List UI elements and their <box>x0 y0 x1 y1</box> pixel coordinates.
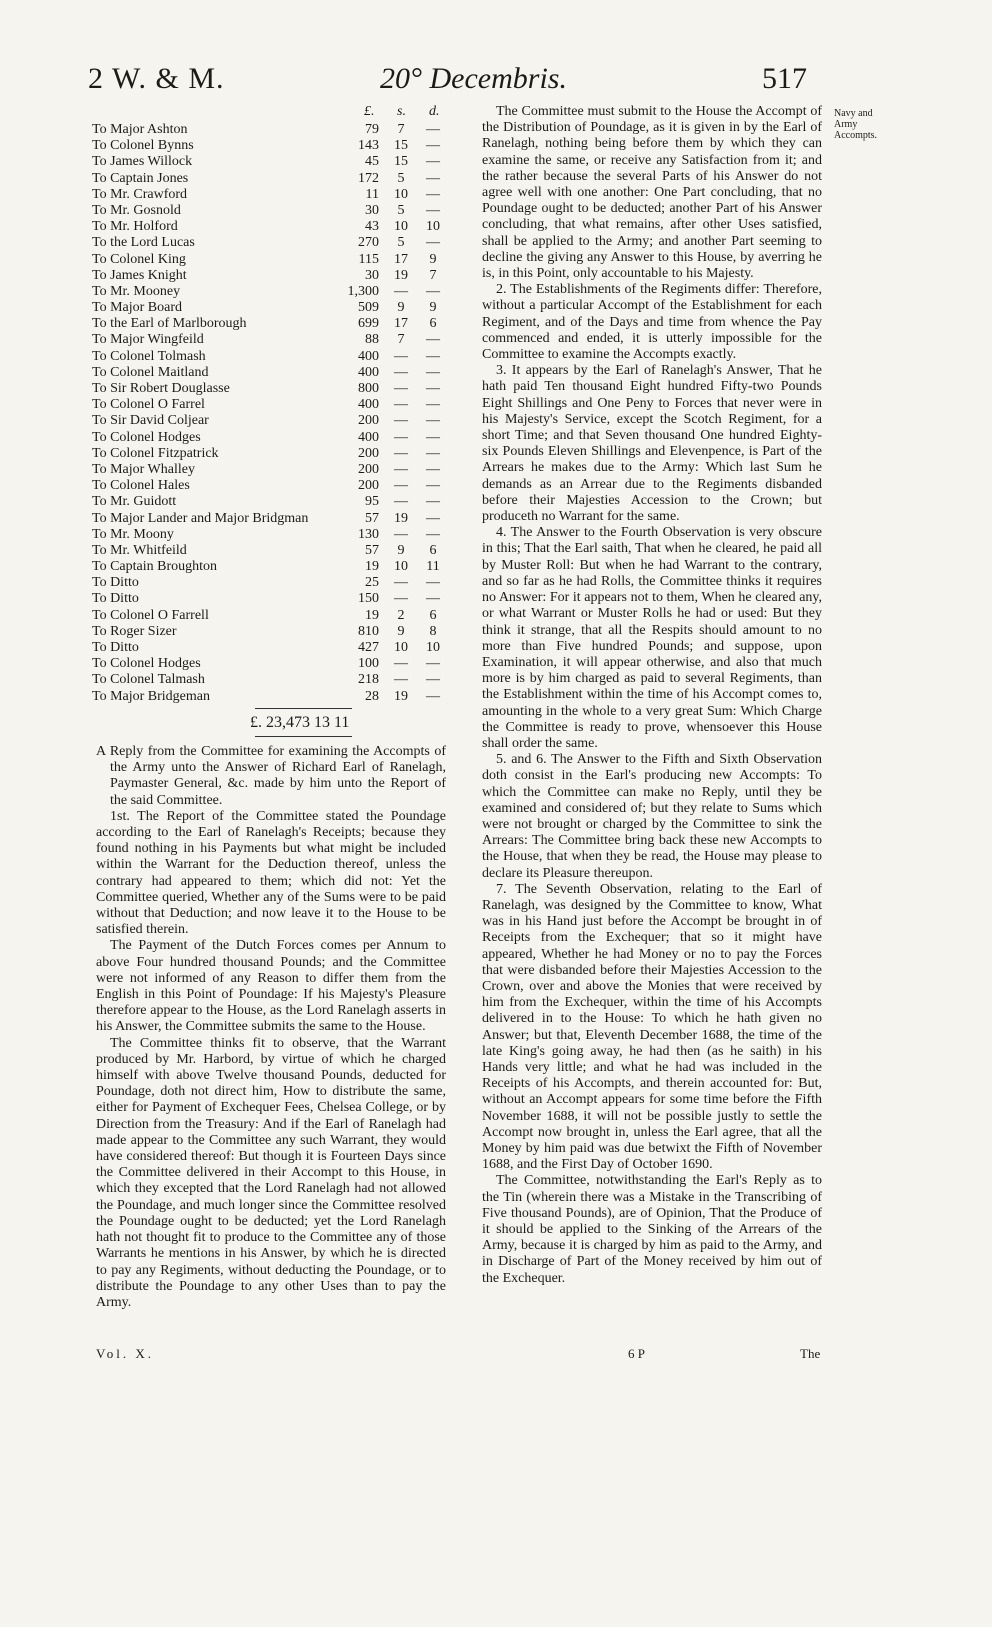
pounds-amount: 800 <box>358 381 379 396</box>
shillings-amount: 5 <box>397 235 405 251</box>
pence-amount: 10 <box>426 219 440 235</box>
paragraph-first-observation: 1st. The Report of the Committee stated the Poundage according to the Earl of Ranelagh's Receipts; because they found nothing in his Payments but what might be included within the Warrant for the Deduction thereof, unless the contrary had appeared to them; which did not: Yet the Committee queried, Whether any of the Sums were to be paid without that Deduction; and now leave it to the House to be satisfied therein. <box>96 808 446 938</box>
ledger-row <box>92 381 452 397</box>
pounds-amount: 200 <box>358 461 379 477</box>
ledger-row <box>92 608 452 624</box>
payee-name: To Mr. Whitfeild <box>92 542 187 558</box>
left-text-column <box>96 744 446 1311</box>
paragraph-dutch-forces: The Payment of the Dutch Forces comes per Annum to above Four hundred thousand Pounds; and the Committee were not informed of any Reason to differ them from the English in this Point of Poundage: If his Majesty's Pleasure therefore appear to the House, as the Lord Ranelagh asserts in his Answer, the Committee submits the same to the House. <box>96 938 446 1035</box>
ledger-row <box>92 252 452 268</box>
shillings-amount: — <box>394 672 408 688</box>
ledger-row <box>92 219 452 235</box>
pounds-amount: 79 <box>365 122 379 137</box>
paragraph-second-observation: 2. The Establishments of the Regiments differ: Therefore, without a particular Accompt of the Establishment for each Regiment, and of the Days and time from whence the Pay commenced and ended, it is utterly impossible for the Committee to examine the Accompts exactly. <box>482 282 822 363</box>
pounds-amount: 200 <box>358 445 379 461</box>
pence-amount: — <box>426 170 440 186</box>
shillings-amount: — <box>394 381 408 396</box>
shillings-amount: 10 <box>394 219 408 235</box>
ledger-row <box>92 446 452 462</box>
shillings-amount: — <box>394 397 408 413</box>
paragraph-tin: The Committee, notwithstanding the Earl's Reply as to the Tin (wherein there was a Mistake in the Transcribing of Five thousand Pounds), are of Opinion, That the Produce of it should be applied to the Sinking of the Arrears of the Army, because it is charged by him as paid to the Army, and in Discharge of Part of the Money received by him out of the Exchequer. <box>482 1173 822 1286</box>
shillings-amount: 17 <box>394 316 408 332</box>
payee-name: To Major Ashton <box>92 122 188 137</box>
payee-name: To Colonel King <box>92 251 186 267</box>
shillings-amount: 19 <box>394 688 408 704</box>
payment-ledger <box>92 104 452 705</box>
pounds-amount: 30 <box>365 267 379 283</box>
shillings-amount: — <box>394 526 408 542</box>
reply-heading: A Reply from the Committee for examining the Accompts of the Army unto the Answer of Richard Earl of Ranelagh, Paymaster General, &c. made by him unto the Report of the said Committee. <box>96 744 446 808</box>
ledger-row <box>92 268 452 284</box>
ledger-row <box>92 559 452 575</box>
pounds-amount: 100 <box>358 656 379 672</box>
ledger-total: £. 23,473 13 11 <box>250 714 350 731</box>
pence-amount: — <box>426 122 440 137</box>
ledger-row <box>92 171 452 187</box>
ledger-row <box>92 640 452 656</box>
pence-amount: 10 <box>426 640 440 655</box>
pounds-amount: 43 <box>365 219 379 235</box>
running-head-date: 20° Decembris. <box>380 62 567 95</box>
total-rule-bottom <box>255 736 352 737</box>
payee-name: To Sir Robert Douglasse <box>92 381 230 396</box>
ledger-row <box>92 122 452 138</box>
pounds-heading: £. <box>364 104 375 119</box>
ledger-row <box>92 656 452 672</box>
payee-name: To Ditto <box>92 640 139 655</box>
pounds-amount: 143 <box>358 138 379 154</box>
shillings-amount: — <box>394 413 408 429</box>
pence-amount: — <box>426 688 440 704</box>
catchword: The <box>800 1346 821 1361</box>
pence-amount: — <box>426 381 440 396</box>
ledger-row <box>92 332 452 348</box>
payee-name: To Mr. Gosnold <box>92 202 181 218</box>
ledger-row <box>92 527 452 543</box>
ledger-row <box>92 575 452 591</box>
pounds-amount: 427 <box>358 640 379 655</box>
running-head-left: 2 W. & M. <box>88 62 225 95</box>
shillings-amount: — <box>394 445 408 461</box>
pounds-amount: 28 <box>365 688 379 704</box>
shillings-amount: 9 <box>397 623 405 639</box>
pence-amount: — <box>426 575 440 591</box>
pence-amount: 6 <box>429 316 437 332</box>
payee-name: To Colonel O Farrell <box>92 607 209 623</box>
payee-name: To Major Wingfeild <box>92 332 204 348</box>
pence-amount: — <box>426 154 440 170</box>
pounds-amount: 200 <box>358 413 379 429</box>
pounds-amount: 218 <box>358 672 379 688</box>
ledger-rows <box>92 122 452 705</box>
ledger-row <box>92 413 452 429</box>
right-text-column <box>482 104 822 1287</box>
ledger-row <box>92 300 452 316</box>
paragraph-distribution: The Committee must submit to the House the Accompt of the Distribution of Poundage, as it is given in by the Earl of Ranelagh, nothing being before them by which they can examine the same, or receive any Satisfaction from it; and the rather because the several Parts of his Answer do not agree well with one another: One Part concluding, that no Poundage ought to be deducted; another Part of his Answer concluding, that what remains, after other Uses satisfied, shall be applied to the Army; and another Part seeming to decline the giving any Answer to this House, by averring he is, in this Point, only accountable to his Majesty. <box>482 104 822 282</box>
pence-amount: — <box>426 138 440 154</box>
ledger-row <box>92 462 452 478</box>
pounds-amount: 1,300 <box>347 283 379 299</box>
pounds-amount: 11 <box>365 186 379 202</box>
payee-name: To Mr. Moony <box>92 526 174 542</box>
shillings-amount: 19 <box>394 267 408 283</box>
pence-amount: 11 <box>426 559 440 575</box>
payee-name: To Colonel O Farrel <box>92 397 205 413</box>
shillings-amount: 15 <box>394 138 408 154</box>
total-rule-top <box>255 708 352 709</box>
pence-amount: — <box>426 510 440 526</box>
ledger-row <box>92 397 452 413</box>
pence-amount: — <box>426 672 440 688</box>
payee-name: To James Knight <box>92 267 187 283</box>
pounds-amount: 19 <box>365 559 379 575</box>
shillings-amount: — <box>394 591 408 607</box>
pounds-amount: 400 <box>358 429 379 445</box>
pence-amount: — <box>426 461 440 477</box>
pence-amount: — <box>426 494 440 510</box>
payee-name: To Colonel Fitzpatrick <box>92 445 219 461</box>
pence-amount: 9 <box>429 251 437 267</box>
shillings-amount: 10 <box>394 186 408 202</box>
ledger-row <box>92 138 452 154</box>
page-number: 517 <box>762 62 807 95</box>
shillings-amount: — <box>394 656 408 672</box>
payee-name: To the Lord Lucas <box>92 235 195 251</box>
ledger-row <box>92 591 452 607</box>
payee-name: To Major Bridgeman <box>92 688 210 704</box>
shillings-amount: — <box>394 575 408 591</box>
payee-name: To the Earl of Marlborough <box>92 316 247 332</box>
pounds-amount: 115 <box>358 251 379 267</box>
shillings-amount: 5 <box>397 170 405 186</box>
pounds-amount: 400 <box>358 348 379 364</box>
payee-name: To Major Lander and Major Bridgman <box>92 510 309 526</box>
shillings-amount: — <box>394 461 408 477</box>
pounds-amount: 45 <box>365 154 379 170</box>
ledger-row <box>92 689 452 705</box>
ledger-row <box>92 316 452 332</box>
pounds-amount: 699 <box>358 316 379 332</box>
signature-mark: 6 P <box>628 1346 645 1361</box>
pounds-amount: 509 <box>358 300 379 316</box>
payee-name: To Colonel Bynns <box>92 138 194 154</box>
ledger-row <box>92 284 452 300</box>
payee-name: To Ditto <box>92 575 139 591</box>
pounds-amount: 400 <box>358 397 379 413</box>
shillings-amount: 7 <box>397 332 405 348</box>
payee-name: To Major Whalley <box>92 461 195 477</box>
shillings-amount: 5 <box>397 202 405 218</box>
pence-amount: — <box>426 283 440 299</box>
pounds-amount: 130 <box>358 526 379 542</box>
payee-name: To James Willock <box>92 154 193 170</box>
pounds-amount: 88 <box>365 332 379 348</box>
pence-amount: — <box>426 526 440 542</box>
payee-name: To Colonel Hales <box>92 478 190 494</box>
ledger-row <box>92 430 452 446</box>
ledger-row <box>92 624 452 640</box>
payee-name: To Mr. Guidott <box>92 494 177 510</box>
payee-name: To Mr. Crawford <box>92 186 188 202</box>
payee-name: To Ditto <box>92 591 139 607</box>
pence-amount: — <box>426 364 440 380</box>
pounds-amount: 19 <box>365 607 379 623</box>
pence-amount: — <box>426 413 440 429</box>
payee-name: To Mr. Mooney <box>92 283 181 299</box>
pence-amount: — <box>426 591 440 607</box>
ledger-row <box>92 511 452 527</box>
payee-name: To Colonel Hodges <box>92 429 201 445</box>
pounds-amount: 200 <box>358 478 379 494</box>
shillings-amount: 15 <box>394 154 408 170</box>
pounds-amount: 57 <box>365 542 379 558</box>
payee-name: To Colonel Talmash <box>92 672 205 688</box>
pence-amount: — <box>426 445 440 461</box>
paragraph-fifth-sixth-observation: 5. and 6. The Answer to the Fifth and Sixth Observation doth consist in the Earl's producing new Accompts: To which the Committee can make no Reply, until they be examined and considered of; but they relate to Sums which were not brought or charged by the Committee to sink the Arrears: The Committee bring back these new Accompts to the House, that when they be read, the House may please to declare its Pleasure thereupon. <box>482 752 822 881</box>
shillings-amount: — <box>394 494 408 510</box>
shillings-amount: — <box>394 348 408 364</box>
pence-amount: — <box>426 332 440 348</box>
pence-amount: — <box>426 656 440 672</box>
payee-name: To Mr. Holford <box>92 219 178 235</box>
pence-amount: 7 <box>429 267 437 283</box>
payee-name: To Colonel Tolmash <box>92 348 206 364</box>
pounds-amount: 150 <box>358 591 379 607</box>
pence-amount: — <box>426 348 440 364</box>
payee-name: To Major Board <box>92 300 183 316</box>
ledger-row <box>92 203 452 219</box>
pence-amount: — <box>426 202 440 218</box>
shillings-amount: 19 <box>394 510 408 526</box>
pence-amount: — <box>426 235 440 251</box>
paragraph-fourth-observation: 4. The Answer to the Fourth Observation is very obscure in this; That the Earl saith, That when he cleared, he paid all by Muster Roll: But when he had Warrant to the contrary, and so far as he had Rolls, the Committee thinks it requires no Answer: For it appears not to them, When he cleared any, or what Warrant or Muster Rolls he had or used: But they think it strange, that all the Respits should amount to no more than Five hundred Pounds; and suppose, upon Examination, it will appear otherwise, and also that much more is by him charged as paid to several Regiments, than the Establishment within the time of his Accompt comes to, amounting in the whole to a very great Sum: Which Charge the Committee is ready to prove, whensoever this House shall order the same. <box>482 525 822 751</box>
pounds-amount: 57 <box>365 510 379 526</box>
shillings-amount: 9 <box>397 300 405 316</box>
shillings-amount: — <box>394 429 408 445</box>
ledger-row <box>92 494 452 510</box>
ledger-row <box>92 543 452 559</box>
pence-amount: — <box>426 186 440 202</box>
pence-amount: — <box>426 478 440 494</box>
paragraph-third-observation: 3. It appears by the Earl of Ranelagh's Answer, That he hath paid Ten thousand Eight hundred Fifty-two Pounds Eight Shillings and One Peny to Forces that never were in his Majesty's Service, except the Scotch Regiment, for a short Time; and that Seven thousand One hundred Eighty-six Pounds Eleven Shillings and Elevenpence, is Part of the Arrears he makes due to the Army: Which last Sum he demands as an Arrear due to the Regiments disbanded before their Majesties Accession to the Crown; but produceth no Warrant for the same. <box>482 363 822 525</box>
paragraph-seventh-observation: 7. The Seventh Observation, relating to the Earl of Ranelagh, was designed by the Committee to know, What was in his Hand just before the Accompt be brought in of Receipts from the Exchequer; that so it might have appeared, Whether he had Money or no to pay the Forces that were disbanded before their Majesties Accession to the Crown, over and above the Monies that were received by him from the Exchequer, within the time of his Accompts delivered in to the House: To which he hath given no Answer; but that, Eleventh December 1688, the time of the late King's going away, he had then (as he saith) in his Hands very little; and what he had was included in the Receipts of his Accompts, and therein accounted for: But, without an Accompt appears for some time before the Fifth November 1688, it will not be possible justly to settle the Accompt now brought in, unless the Earl agree, that all the Money by him paid was due betwixt the Fifth of November 1688, and the First Day of October 1690. <box>482 881 822 1173</box>
payee-name: To Colonel Maitland <box>92 364 209 380</box>
payee-name: To Sir David Coljear <box>92 413 209 429</box>
volume-footer: Vol. X. <box>96 1346 154 1361</box>
shillings-amount: 9 <box>397 542 405 558</box>
ledger-row <box>92 187 452 203</box>
pence-amount: 6 <box>429 607 437 623</box>
ledger-row <box>92 478 452 494</box>
ledger-row <box>92 672 452 688</box>
pence-amount: — <box>426 397 440 413</box>
shillings-amount: 2 <box>397 607 405 623</box>
ledger-column-headings <box>92 104 452 122</box>
paragraph-harbord-warrant: The Committee thinks fit to observe, that the Warrant produced by Mr. Harbord, by virtue of which he charged himself with above Twelve thousand Pounds, deducted for Poundage, doth not direct him, How to distribute the same, either for Payment of Exchequer Fees, Chelsea College, or by Direction from the Treasury: And if the Earl of Ranelagh had made appear to the Committee any such Warrant, they would have considered thereof: But though it is Fourteen Days since the Committee delivered in their Accompt to this House, in which they excepted that the Lord Ranelagh had not allowed the Poundage, and much longer since the Committee resolved the Poundage ought to be deducted; yet the Lord Ranelagh hath not thought fit to produce to the Committee any of those Warrants he mentions in his Answer, by which he is directed to pay any Regiments, without deducting the Poundage, or to distribute the Poundage to any other Uses than to pay the Army. <box>96 1035 446 1310</box>
ledger-row <box>92 349 452 365</box>
pounds-amount: 95 <box>365 494 379 510</box>
pence-amount: — <box>426 429 440 445</box>
payee-name: To Captain Broughton <box>92 559 218 575</box>
pounds-amount: 270 <box>358 235 379 251</box>
payee-name: To Roger Sizer <box>92 623 177 639</box>
pounds-amount: 172 <box>358 170 379 186</box>
ledger-row <box>92 235 452 251</box>
pence-amount: 8 <box>429 623 437 639</box>
shillings-amount: — <box>394 283 408 299</box>
shillings-amount: 17 <box>394 251 408 267</box>
ledger-row <box>92 365 452 381</box>
pounds-amount: 25 <box>365 575 379 591</box>
ledger-row <box>92 154 452 170</box>
shillings-amount: — <box>394 478 408 494</box>
shillings-amount: 10 <box>394 559 408 575</box>
pence-amount: 6 <box>429 542 437 558</box>
shillings-amount: — <box>394 364 408 380</box>
pence-amount: 9 <box>429 300 437 316</box>
shillings-heading: s. <box>397 104 406 119</box>
payee-name: To Colonel Hodges <box>92 656 201 672</box>
pounds-amount: 30 <box>365 202 379 218</box>
margin-note: Navy and Army Accompts. <box>834 108 878 141</box>
payee-name: To Captain Jones <box>92 170 189 186</box>
pence-heading: d. <box>429 104 440 119</box>
shillings-amount: 7 <box>397 122 405 137</box>
pounds-amount: 400 <box>358 364 379 380</box>
shillings-amount: 10 <box>394 640 408 655</box>
pounds-amount: 810 <box>358 623 379 639</box>
